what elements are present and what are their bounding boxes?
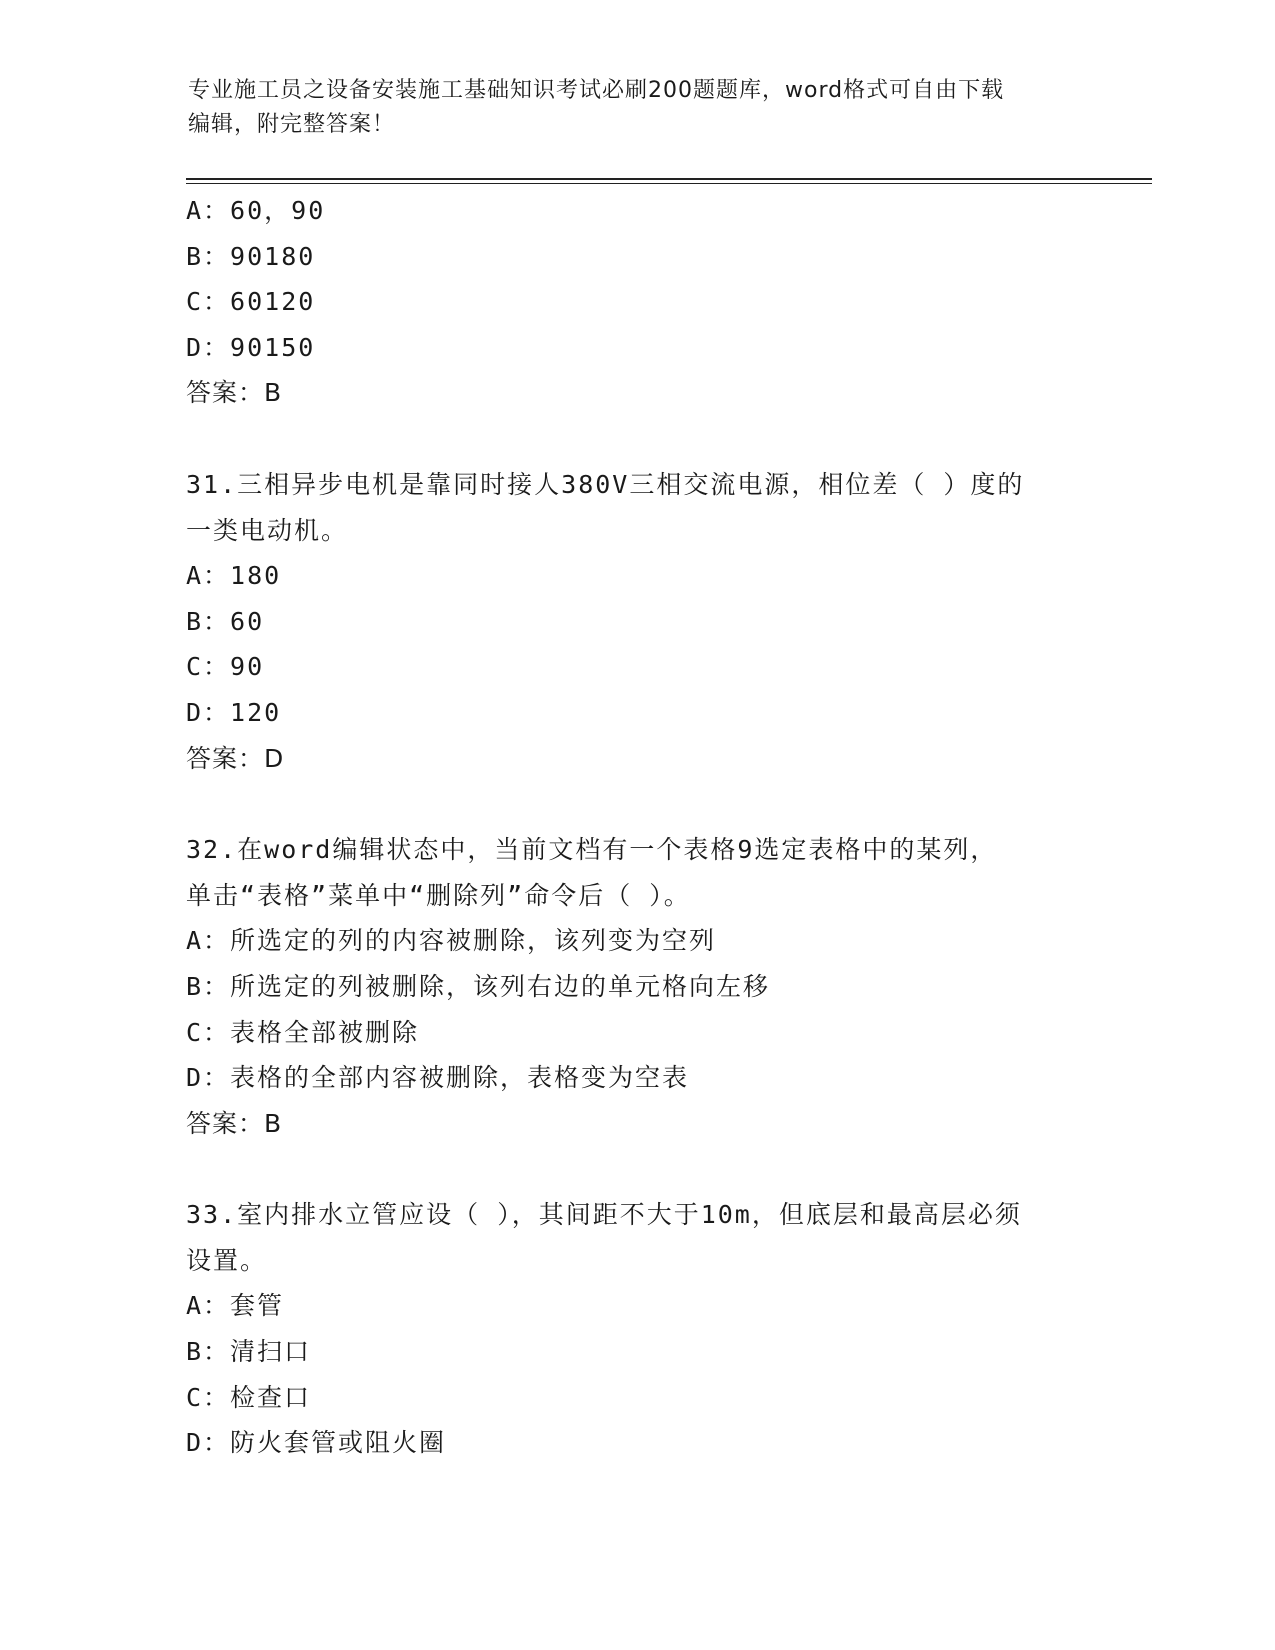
option-c: C：60120 bbox=[186, 287, 316, 317]
spacer bbox=[186, 416, 1146, 462]
option-c: C：检查口 bbox=[186, 1382, 312, 1412]
option-a: A：60，90 bbox=[186, 196, 326, 225]
option-b: B：90180 bbox=[186, 241, 316, 271]
question-text-line-2: 单击“表格”菜单中“删除列”命令后（ ）。 bbox=[186, 880, 691, 910]
option-c: C：90 bbox=[186, 652, 265, 682]
document-body bbox=[186, 188, 1146, 1466]
header-rule-thick bbox=[186, 178, 1152, 180]
question-32 bbox=[186, 827, 1146, 1146]
document-header bbox=[188, 74, 1088, 142]
spacer bbox=[186, 1146, 1146, 1192]
header-line-1: 专业施工员之设备安装施工基础知识考试必刷200题题库，word格式可自由下载 bbox=[188, 78, 1005, 103]
option-d: D：表格的全部内容被删除，表格变为空表 bbox=[186, 1063, 690, 1093]
question-text-line-1: 32.在word编辑状态中，当前文档有一个表格9选定表格中的某列， bbox=[186, 835, 998, 865]
answer-line: 答案：B bbox=[186, 1108, 283, 1138]
prev-question-block bbox=[186, 188, 1146, 416]
spacer bbox=[186, 781, 1146, 827]
option-a: A：180 bbox=[186, 561, 282, 591]
option-b: B：所选定的列被删除，该列右边的单元格向左移 bbox=[186, 971, 771, 1001]
option-d: D：防火套管或阻火圈 bbox=[186, 1428, 447, 1458]
question-33 bbox=[186, 1192, 1146, 1466]
answer-line: 答案：B bbox=[186, 378, 283, 408]
option-c: C：表格全部被删除 bbox=[186, 1017, 420, 1047]
option-d: D：90150 bbox=[186, 332, 316, 362]
answer-line: 答案：D bbox=[186, 743, 285, 773]
option-d: D：120 bbox=[186, 697, 282, 727]
header-rule-thin bbox=[186, 183, 1152, 184]
question-31 bbox=[186, 462, 1146, 781]
option-a: A：所选定的列的内容被删除，该列变为空列 bbox=[186, 926, 717, 956]
option-b: B：清扫口 bbox=[186, 1337, 312, 1367]
option-b: B：60 bbox=[186, 606, 265, 636]
question-text-line-1: 31.三相异步电机是靠同时接人380V三相交流电源，相位差（ ）度的 bbox=[186, 469, 1025, 499]
question-text-line-2: 设置。 bbox=[186, 1245, 268, 1275]
question-text-line-2: 一类电动机。 bbox=[186, 515, 349, 545]
question-text-line-1: 33.室内排水立管应设（ ），其间距不大于10m，但底层和最高层必须 bbox=[186, 1200, 1022, 1230]
option-a: A：套管 bbox=[186, 1291, 285, 1321]
header-line-2: 编辑，附完整答案！ bbox=[188, 112, 396, 137]
